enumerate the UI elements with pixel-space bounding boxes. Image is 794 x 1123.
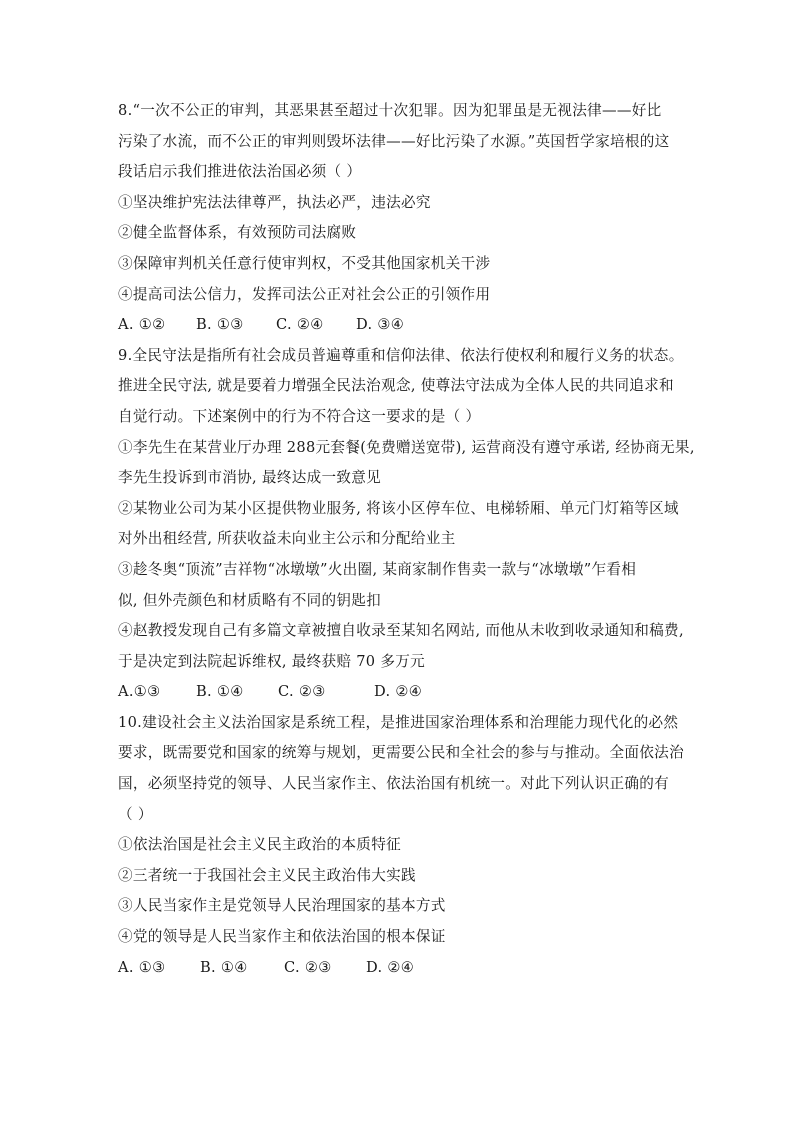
question-10-item-2: ②三者统一于我国社会主义民主政治伟大实践 — [118, 866, 416, 884]
question-9-item-3-line-2: 似, 但外壳颜色和材质略有不同的钥匙扣 — [118, 591, 382, 609]
question-8-item-3: ③保障审判机关任意行使审判权，不受其他国家机关干涉 — [118, 254, 491, 272]
question-9-option-a: A.①③ — [118, 683, 161, 701]
question-10-option-b: B. ①④ — [200, 958, 248, 976]
question-8-item-1: ①坚决维护宪法法律尊严，执法必严，违法必究 — [118, 193, 431, 211]
question-9-item-1-line-2: 李先生投诉到市消协, 最终达成一致意见 — [118, 469, 382, 487]
question-10-item-1: ①依法治国是社会主义民主政治的本质特征 — [118, 836, 401, 854]
question-10-options — [118, 953, 688, 984]
question-9-option-c: C. ②③ — [278, 683, 326, 701]
question-10-stem-line-1: 10.建设社会主义法治国家是系统工程，是推进国家治理体系和治理能力现代化的必然 — [118, 713, 679, 731]
exam-content — [118, 96, 695, 983]
question-10-stem-line-4: （ ） — [118, 805, 153, 823]
question-9-option-b: B. ①④ — [196, 683, 244, 701]
question-8-option-c: C. ②④ — [276, 316, 324, 334]
question-9-item-4-line-2: 于是决定到法院起诉维权, 最终获赔 70 多万元 — [118, 652, 426, 670]
question-8-options — [118, 310, 688, 341]
question-10-option-a: A. ①③ — [118, 958, 166, 976]
question-10-stem-line-3: 国，必须坚持党的领导、人民当家作主、依法治国有机统一。对此下列认识正确的有 — [118, 775, 670, 793]
question-9-option-d: D. ②④ — [374, 683, 423, 701]
question-10-stem-line-2: 要求，既需要党和国家的统筹与规划，更需要公民和全社会的参与与推动。全面依法治 — [118, 744, 684, 762]
question-9-item-1-line-1: ①李先生在某营业厅办理 288元套餐(免费赠送宽带), 运营商没有遵守承诺, 经协商无果, — [118, 438, 695, 456]
question-10-item-4: ④党的领导是人民当家作主和依法治国的根本保证 — [118, 928, 446, 946]
question-9-stem-line-3: 自觉行动。下述案例中的行为不符合这一要求的是（ ） — [118, 407, 481, 425]
question-9 — [118, 341, 695, 708]
question-8-item-2: ②健全监督体系，有效预防司法腐败 — [118, 224, 357, 242]
question-10-item-3: ③人民当家作主是党领导人民治理国家的基本方式 — [118, 897, 446, 915]
question-8-stem-line-3: 段话启示我们推进依法治国必须（ ） — [118, 163, 362, 181]
question-9-stem-line-1: 9.全民守法是指所有社会成员普遍尊重和信仰法律、依法行使权利和履行义务的状态。 — [118, 346, 684, 364]
question-10-option-c: C. ②③ — [284, 958, 332, 976]
question-10-option-d: D. ②④ — [366, 958, 415, 976]
question-9-options — [118, 677, 688, 708]
question-8-item-4: ④提高司法公信力，发挥司法公正对社会公正的引领作用 — [118, 285, 491, 303]
question-9-stem-line-2: 推进全民守法, 就是要着力增强全民法治观念, 使尊法守法成为全体人民的共同追求和 — [118, 377, 674, 395]
question-9-item-2-line-2: 对外出租经营, 所获收益未向业主公示和分配给业主 — [118, 530, 456, 548]
question-9-item-4-line-1: ④赵教授发现自己有多篇文章被擅自收录至某知名网站, 而他从未收到收录通知和稿费, — [118, 622, 684, 640]
question-8 — [118, 96, 688, 341]
question-9-item-3-line-1: ③趁冬奥“顶流”吉祥物“冰墩墩”火出圈, 某商家制作售卖一款与“冰墩墩”乍看相 — [118, 560, 637, 578]
question-9-item-2-line-1: ②某物业公司为某小区提供物业服务, 将该小区停车位、电梯轿厢、单元门灯箱等区域 — [118, 499, 679, 517]
question-8-option-b: B. ①③ — [196, 316, 244, 334]
question-10 — [118, 708, 688, 983]
question-8-stem-line-1: 8.“一次不公正的审判，其恶果甚至超过十次犯罪。因为犯罪虽是无视法律——好比 — [118, 102, 662, 119]
question-8-option-a: A. ①② — [118, 316, 166, 334]
question-8-stem-line-2: 污染了水流，而不公正的审判则毁坏法律——好比污染了水源。”英国哲学家培根的这 — [118, 132, 670, 150]
question-8-option-d: D. ③④ — [356, 316, 405, 334]
